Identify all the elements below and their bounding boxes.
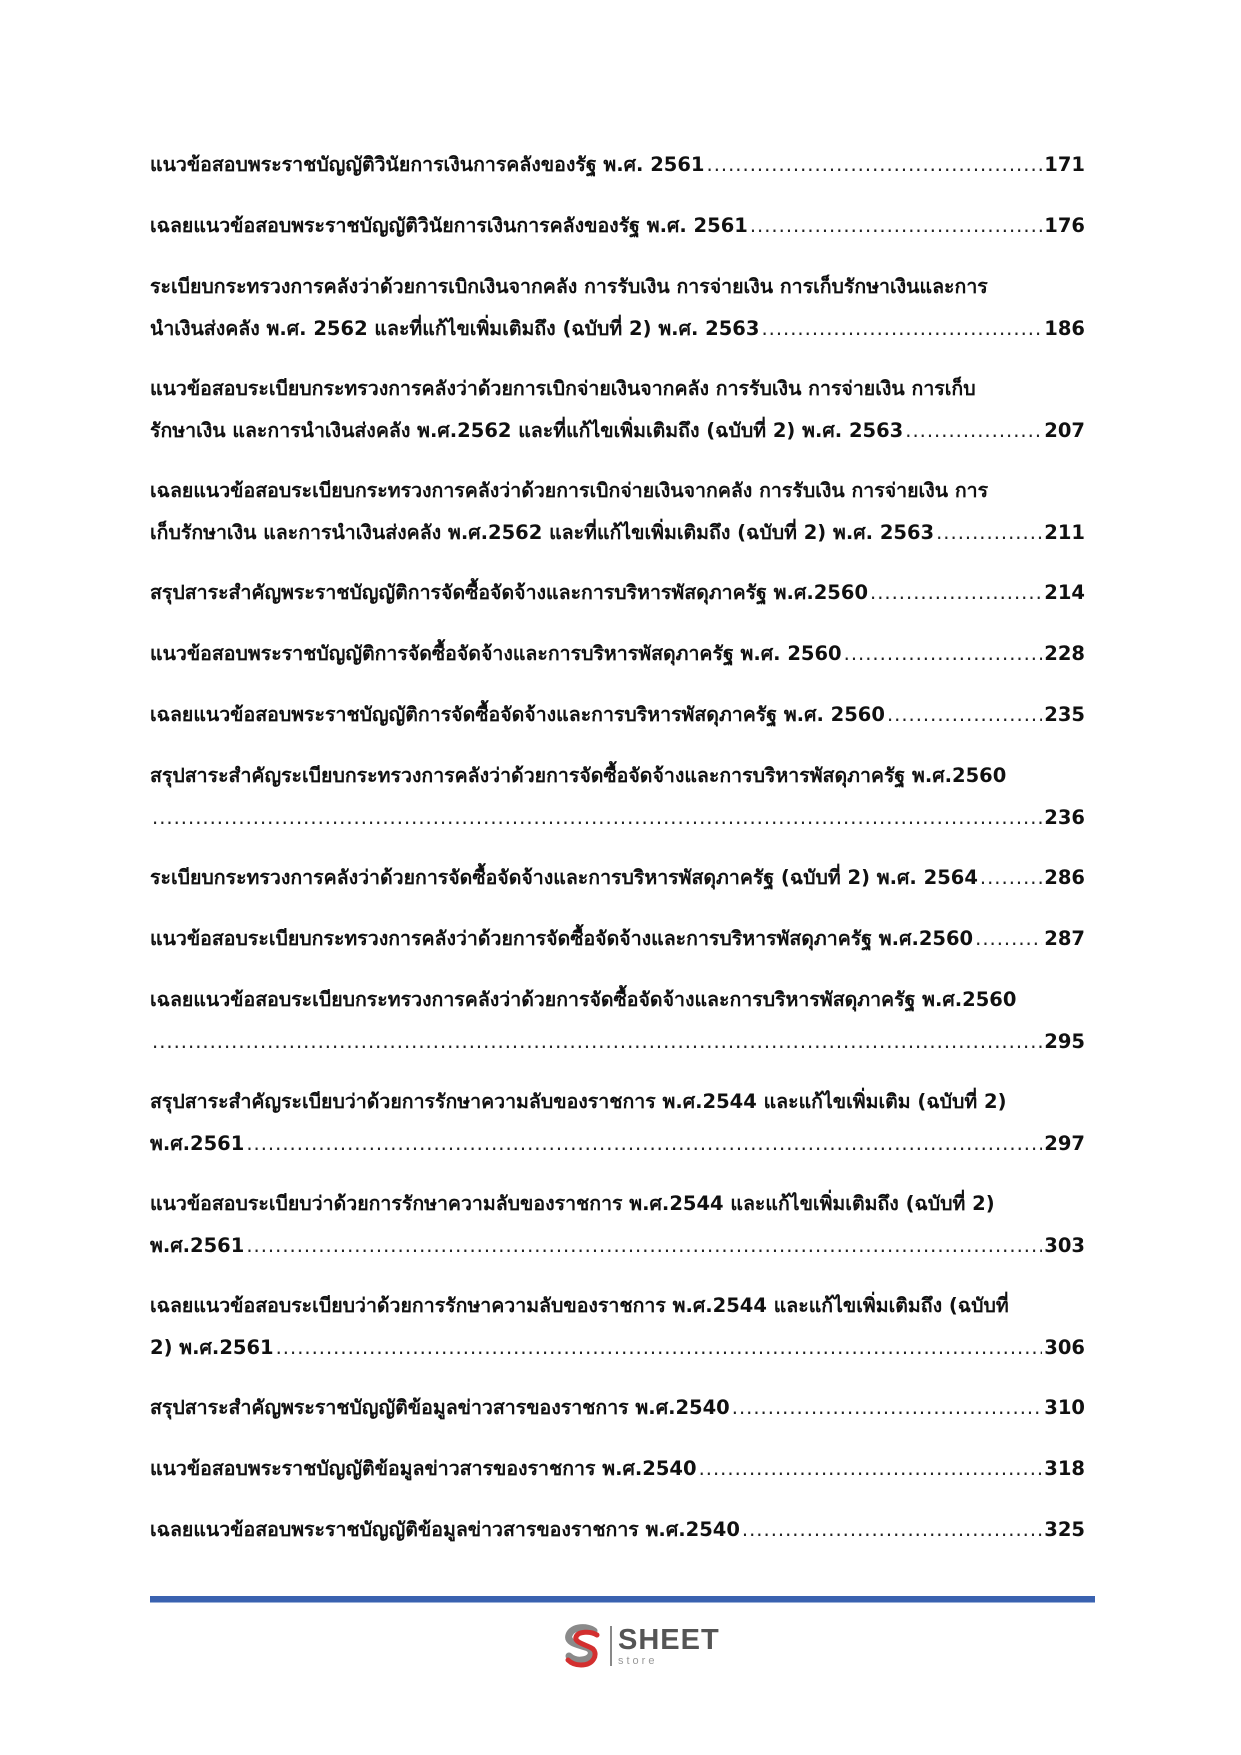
toc-entry-title-line: แนวข้อสอบระเบียบกระทรวงการคลังว่าด้วยการเบิกจ่ายเงินจากคลัง การรับเงิน การจ่ายเงิน การเก็บ bbox=[150, 377, 976, 400]
toc-entry-title-line: ระเบียบกระทรวงการคลังว่าด้วยการจัดซื้อจัดจ้างและการบริหารพัสดุภาครัฐ (ฉบับที่ 2) พ.ศ. 2564 bbox=[150, 866, 978, 889]
toc-page-number: 303 bbox=[1044, 1234, 1085, 1257]
toc-page-number: 171 bbox=[1044, 153, 1085, 176]
dot-leader bbox=[152, 1027, 1042, 1057]
toc-entry-title-line: เฉลยแนวข้อสอบพระราชบัญญัติข้อมูลข่าวสารของราชการ พ.ศ.2540 bbox=[150, 1518, 740, 1541]
toc-page-number: 214 bbox=[1044, 581, 1085, 604]
toc-entry[interactable] bbox=[150, 578, 1085, 639]
toc-entry-title-line: ระเบียบกระทรวงการคลังว่าด้วยการเบิกเงินจากคลัง การรับเงิน การจ่ายเงิน การเก็บรักษาเงินและการ bbox=[150, 275, 988, 298]
toc-entry[interactable] bbox=[150, 211, 1085, 272]
toc-page-number: 176 bbox=[1044, 214, 1085, 237]
toc-page-number: 295 bbox=[1044, 1030, 1085, 1053]
toc-entry-title-line: แนวข้อสอบพระราชบัญญัติข้อมูลข่าวสารของราชการ พ.ศ.2540 bbox=[150, 1457, 697, 1480]
toc-entry-title-line: พ.ศ.2561 bbox=[150, 1234, 245, 1257]
toc-page-number: 325 bbox=[1044, 1518, 1085, 1541]
dot-leader bbox=[980, 863, 1042, 893]
toc-entry-title-line: 2) พ.ศ.2561 bbox=[150, 1336, 274, 1359]
toc-page-number: 236 bbox=[1044, 806, 1085, 829]
toc-entry[interactable] bbox=[150, 1291, 1085, 1393]
toc-entry[interactable] bbox=[150, 1454, 1085, 1515]
dot-leader bbox=[844, 639, 1043, 669]
toc-entry[interactable] bbox=[150, 700, 1085, 761]
dot-leader bbox=[887, 700, 1042, 730]
toc-entry[interactable] bbox=[150, 1189, 1085, 1291]
toc-entry-title-line: สรุปสาระสำคัญระเบียบว่าด้วยการรักษาความลับของราชการ พ.ศ.2544 และแก้ไขเพิ่มเติม (ฉบับที่ 2) bbox=[150, 1090, 1007, 1113]
toc-entry-title-line: เก็บรักษาเงิน และการนำเงินส่งคลัง พ.ศ.2562 และที่แก้ไขเพิ่มเติมถึง (ฉบับที่ 2) พ.ศ. 2563 bbox=[150, 521, 935, 544]
logo-text bbox=[618, 1623, 720, 1667]
dot-leader bbox=[152, 803, 1042, 833]
toc-entry-title-line: สรุปสาระสำคัญระเบียบกระทรวงการคลังว่าด้วยการจัดซื้อจัดจ้างและการบริหารพัสดุภาครัฐ พ.ศ.2560 bbox=[150, 764, 1007, 787]
toc-entry-title-line: เฉลยแนวข้อสอบระเบียบกระทรวงการคลังว่าด้วยการจัดซื้อจัดจ้างและการบริหารพัสดุภาครัฐ พ.ศ.2560 bbox=[150, 988, 1017, 1011]
toc-entry[interactable] bbox=[150, 639, 1085, 700]
footer-rule bbox=[150, 1596, 1095, 1602]
toc-page-number: 228 bbox=[1044, 642, 1085, 665]
toc-entry[interactable] bbox=[150, 272, 1085, 374]
toc-entry-title-line: พ.ศ.2561 bbox=[150, 1132, 245, 1155]
toc-page-number: 211 bbox=[1044, 521, 1085, 544]
toc-page-number: 306 bbox=[1044, 1336, 1085, 1359]
toc-entry-title-line: เฉลยแนวข้อสอบพระราชบัญญัติการจัดซื้อจัดจ้างและการบริหารพัสดุภาครัฐ พ.ศ. 2560 bbox=[150, 703, 885, 726]
dot-leader bbox=[742, 1515, 1042, 1545]
dot-leader bbox=[761, 314, 1042, 344]
dot-leader bbox=[905, 416, 1042, 446]
dot-leader bbox=[750, 211, 1042, 241]
toc-entry-title-line: แนวข้อสอบระเบียบว่าด้วยการรักษาความลับของราชการ พ.ศ.2544 และแก้ไขเพิ่มเติมถึง (ฉบับที่ 2) bbox=[150, 1192, 995, 1215]
dot-leader bbox=[707, 150, 1043, 180]
toc-entry[interactable] bbox=[150, 374, 1085, 476]
toc-entry[interactable] bbox=[150, 985, 1085, 1087]
toc-entry[interactable] bbox=[150, 1515, 1085, 1576]
toc-entry-title-line: แนวข้อสอบพระราชบัญญัติวินัยการเงินการคลังของรัฐ พ.ศ. 2561 bbox=[150, 153, 705, 176]
dot-leader bbox=[732, 1393, 1043, 1423]
logo-divider bbox=[610, 1626, 612, 1666]
dot-leader bbox=[276, 1333, 1043, 1363]
toc-entry-title-line: นำเงินส่งคลัง พ.ศ. 2562 และที่แก้ไขเพิ่มเติมถึง (ฉบับที่ 2) พ.ศ. 2563 bbox=[150, 317, 760, 340]
dot-leader bbox=[936, 518, 1042, 548]
toc-page-number: 287 bbox=[1044, 927, 1085, 950]
toc-entry[interactable] bbox=[150, 1393, 1085, 1454]
toc-entry-title-line: แนวข้อสอบระเบียบกระทรวงการคลังว่าด้วยการจัดซื้อจัดจ้างและการบริหารพัสดุภาครัฐ พ.ศ.2560 bbox=[150, 927, 974, 950]
toc-entry-title-line: แนวข้อสอบพระราชบัญญัติการจัดซื้อจัดจ้างและการบริหารพัสดุภาครัฐ พ.ศ. 2560 bbox=[150, 642, 842, 665]
toc-page-number: 297 bbox=[1044, 1132, 1085, 1155]
toc-entry[interactable] bbox=[150, 150, 1085, 211]
toc-page-number: 310 bbox=[1044, 1396, 1085, 1419]
toc-page-number: 207 bbox=[1044, 419, 1085, 442]
toc-entry[interactable] bbox=[150, 863, 1085, 924]
toc-entry[interactable] bbox=[150, 1087, 1085, 1189]
logo-word: SHEET bbox=[618, 1623, 720, 1656]
toc-entry-title-line: สรุปสาระสำคัญพระราชบัญญัติการจัดซื้อจัดจ้างและการบริหารพัสดุภาครัฐ พ.ศ.2560 bbox=[150, 581, 869, 604]
dot-leader bbox=[975, 924, 1042, 954]
dot-leader bbox=[246, 1129, 1042, 1159]
toc-entry-title-line: เฉลยแนวข้อสอบพระราชบัญญัติวินัยการเงินการคลังของรัฐ พ.ศ. 2561 bbox=[150, 214, 748, 237]
toc-page-number: 286 bbox=[1044, 866, 1085, 889]
sheet-store-logo bbox=[560, 1620, 720, 1672]
toc-entry[interactable] bbox=[150, 476, 1085, 578]
dot-leader bbox=[246, 1231, 1042, 1261]
toc-page-number: 186 bbox=[1044, 317, 1085, 340]
toc-entry-title-line: สรุปสาระสำคัญพระราชบัญญัติข้อมูลข่าวสารของราชการ พ.ศ.2540 bbox=[150, 1396, 730, 1419]
toc-entry-title-line: เฉลยแนวข้อสอบระเบียบว่าด้วยการรักษาความลับของราชการ พ.ศ.2544 และแก้ไขเพิ่มเติมถึง (ฉบับที่ bbox=[150, 1294, 1009, 1317]
toc-entry[interactable] bbox=[150, 924, 1085, 985]
toc-page-number: 318 bbox=[1044, 1457, 1085, 1480]
toc-entry-title-line: เฉลยแนวข้อสอบระเบียบกระทรวงการคลังว่าด้วยการเบิกจ่ายเงินจากคลัง การรับเงิน การจ่ายเงิน การ bbox=[150, 479, 989, 502]
toc-page-number: 235 bbox=[1044, 703, 1085, 726]
logo-subtitle: store bbox=[618, 1654, 658, 1667]
table-of-contents bbox=[150, 150, 1085, 1576]
toc-entry[interactable] bbox=[150, 761, 1085, 863]
dot-leader bbox=[870, 578, 1042, 608]
dot-leader bbox=[699, 1454, 1043, 1484]
logo-s-icon bbox=[560, 1623, 606, 1669]
toc-entry-title-line: รักษาเงิน และการนำเงินส่งคลัง พ.ศ.2562 และที่แก้ไขเพิ่มเติมถึง (ฉบับที่ 2) พ.ศ. 2563 bbox=[150, 419, 904, 442]
